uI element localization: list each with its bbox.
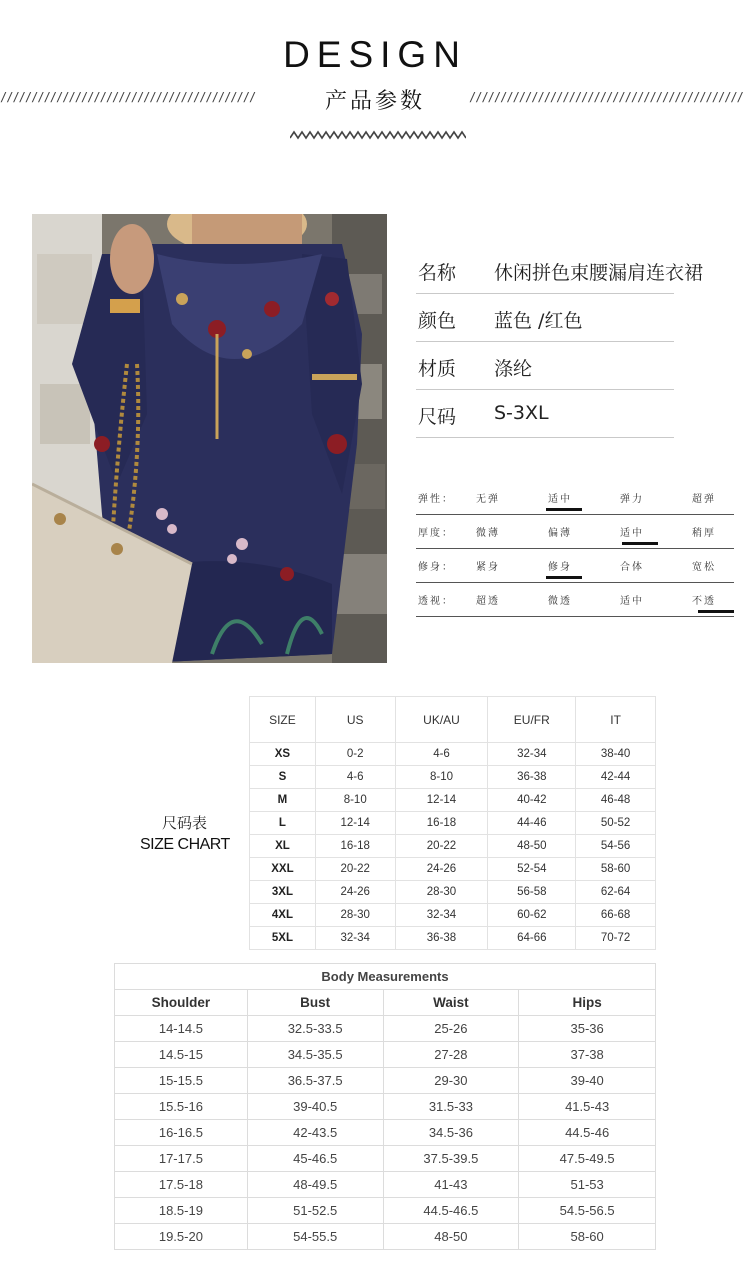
column-header: Bust: [247, 990, 383, 1016]
table-cell: 54-56: [576, 835, 656, 858]
table-cell: 17-17.5: [115, 1146, 248, 1172]
table-cell: 35-36: [519, 1016, 656, 1042]
table-cell: 58-60: [519, 1224, 656, 1250]
table-cell: 3XL: [250, 881, 316, 904]
table-cell: 36-38: [488, 766, 576, 789]
table-cell: XXL: [250, 858, 316, 881]
info-row-name: [416, 246, 704, 294]
table-cell: 31.5-33: [383, 1094, 519, 1120]
table-cell: 40-42: [488, 789, 576, 812]
table-row: [115, 1224, 656, 1250]
table-row: [250, 858, 656, 881]
attribute-option: 无弹: [476, 494, 500, 505]
table-cell: 34.5-35.5: [247, 1042, 383, 1068]
table-cell: 51-52.5: [247, 1198, 383, 1224]
table-cell: 51-53: [519, 1172, 656, 1198]
attribute-option: 超弹: [692, 494, 716, 505]
column-header: EU/FR: [488, 697, 576, 743]
table-cell: 56-58: [488, 881, 576, 904]
table-cell: 32.5-33.5: [247, 1016, 383, 1042]
table-cell: 32-34: [488, 743, 576, 766]
table-cell: 20-22: [315, 858, 395, 881]
table-cell: 4-6: [315, 766, 395, 789]
column-header: IT: [576, 697, 656, 743]
body-measurements-header: [115, 990, 656, 1016]
table-cell: 44-46: [488, 812, 576, 835]
table-cell: 16-18: [395, 812, 488, 835]
table-cell: XS: [250, 743, 316, 766]
body-measurements-title-row: [115, 964, 656, 990]
size-chart-label-cn: 尺码表: [162, 814, 208, 832]
table-row: [115, 1068, 656, 1094]
info-key: 尺码: [418, 406, 457, 428]
table-cell: 50-52: [576, 812, 656, 835]
table-cell: 15.5-16: [115, 1094, 248, 1120]
table-row: [115, 1042, 656, 1068]
table-cell: 14.5-15: [115, 1042, 248, 1068]
table-cell: 62-64: [576, 881, 656, 904]
decorative-slashes-left: /////////////////////////////////////////: [0, 90, 256, 104]
table-cell: 58-60: [576, 858, 656, 881]
table-cell: 46-48: [576, 789, 656, 812]
table-row: [250, 766, 656, 789]
attribute-option: 微薄: [476, 528, 500, 539]
table-row: [250, 835, 656, 858]
decorative-slashes-right: ////////////////////////////////////////////: [469, 90, 743, 104]
table-cell: 14-14.5: [115, 1016, 248, 1042]
attribute-option: 偏薄: [548, 528, 572, 539]
attribute-option: 修身: [548, 562, 572, 573]
table-cell: 39-40: [519, 1068, 656, 1094]
column-header: Shoulder: [115, 990, 248, 1016]
info-value: S-3XL: [494, 402, 549, 424]
attribute-option: 不透: [692, 596, 716, 607]
table-cell: 12-14: [395, 789, 488, 812]
table-cell: 8-10: [315, 789, 395, 812]
table-row: [115, 1094, 656, 1120]
table-cell: 36.5-37.5: [247, 1068, 383, 1094]
table-row: [115, 1172, 656, 1198]
table-cell: 25-26: [383, 1016, 519, 1042]
table-cell: 52-54: [488, 858, 576, 881]
selection-indicator: [622, 542, 658, 545]
table-cell: XL: [250, 835, 316, 858]
info-row-size: [416, 390, 674, 438]
table-cell: 16-16.5: [115, 1120, 248, 1146]
table-cell: 12-14: [315, 812, 395, 835]
table-row: [250, 743, 656, 766]
info-value: 蓝色 /红色: [494, 310, 583, 332]
attribute-row-thickness: [416, 515, 734, 549]
info-row-material: [416, 342, 674, 390]
attribute-option: 适中: [620, 596, 644, 607]
table-row: [250, 904, 656, 927]
design-subtitle: 产品参数: [324, 89, 425, 114]
table-cell: L: [250, 812, 316, 835]
table-cell: 39-40.5: [247, 1094, 383, 1120]
column-header: Waist: [383, 990, 519, 1016]
table-cell: 29-30: [383, 1068, 519, 1094]
table-row: [115, 1016, 656, 1042]
table-cell: 4XL: [250, 904, 316, 927]
attribute-label: 透视：: [418, 596, 454, 607]
table-cell: 34.5-36: [383, 1120, 519, 1146]
table-cell: 36-38: [395, 927, 488, 950]
table-cell: 38-40: [576, 743, 656, 766]
size-table-header: [250, 697, 656, 743]
table-cell: 48-50: [488, 835, 576, 858]
table-cell: 20-22: [395, 835, 488, 858]
body-measurements-title: Body Measurements: [115, 964, 656, 990]
selection-indicator: [546, 508, 582, 511]
attribute-option: 宽松: [692, 562, 716, 573]
table-cell: 27-28: [383, 1042, 519, 1068]
info-key: 名称: [418, 262, 457, 284]
attribute-option: 紧身: [476, 562, 500, 573]
table-cell: 70-72: [576, 927, 656, 950]
table-row: [250, 881, 656, 904]
table-cell: 45-46.5: [247, 1146, 383, 1172]
table-cell: 0-2: [315, 743, 395, 766]
design-title: DESIGN: [283, 34, 467, 75]
table-cell: 42-43.5: [247, 1120, 383, 1146]
info-value: 涤纶: [494, 358, 533, 380]
table-cell: 24-26: [395, 858, 488, 881]
column-header: US: [315, 697, 395, 743]
table-row: [115, 1198, 656, 1224]
table-cell: M: [250, 789, 316, 812]
table-cell: 64-66: [488, 927, 576, 950]
table-cell: 16-18: [315, 835, 395, 858]
table-cell: 41.5-43: [519, 1094, 656, 1120]
attribute-option: 稍厚: [692, 528, 716, 539]
table-cell: 60-62: [488, 904, 576, 927]
info-key: 颜色: [418, 310, 457, 332]
table-cell: 47.5-49.5: [519, 1146, 656, 1172]
table-cell: 28-30: [315, 904, 395, 927]
table-cell: 24-26: [315, 881, 395, 904]
column-header: SIZE: [250, 697, 316, 743]
table-cell: 8-10: [395, 766, 488, 789]
table-cell: 28-30: [395, 881, 488, 904]
zigzag-divider: [290, 130, 466, 140]
table-cell: 48-50: [383, 1224, 519, 1250]
table-cell: 44.5-46: [519, 1120, 656, 1146]
table-row: [250, 789, 656, 812]
attribute-label: 厚度：: [418, 528, 454, 539]
size-chart-label-en: SIZE CHART: [140, 836, 230, 853]
table-cell: 17.5-18: [115, 1172, 248, 1198]
table-cell: 54.5-56.5: [519, 1198, 656, 1224]
attribute-option: 弹力: [620, 494, 644, 505]
table-cell: 15-15.5: [115, 1068, 248, 1094]
table-cell: 66-68: [576, 904, 656, 927]
attribute-option: 微透: [548, 596, 572, 607]
table-row: [115, 1120, 656, 1146]
table-cell: 32-34: [315, 927, 395, 950]
table-cell: 32-34: [395, 904, 488, 927]
attribute-label: 弹性：: [418, 494, 454, 505]
product-photo: [32, 214, 387, 663]
table-cell: 44.5-46.5: [383, 1198, 519, 1224]
table-cell: 42-44: [576, 766, 656, 789]
attribute-row-fit: [416, 549, 734, 583]
table-cell: 4-6: [395, 743, 488, 766]
attribute-option: 适中: [620, 528, 644, 539]
attribute-label: 修身：: [418, 562, 454, 573]
body-measurements-table: [114, 963, 656, 1250]
table-cell: 5XL: [250, 927, 316, 950]
info-value: 休闲拼色束腰漏肩连衣裙: [494, 262, 704, 284]
table-cell: 54-55.5: [247, 1224, 383, 1250]
table-row: [115, 1146, 656, 1172]
table-cell: 41-43: [383, 1172, 519, 1198]
selection-indicator: [546, 576, 582, 579]
info-row-color: [416, 294, 674, 342]
column-header: Hips: [519, 990, 656, 1016]
attribute-option: 超透: [476, 596, 500, 607]
table-row: [250, 812, 656, 835]
table-row: [250, 927, 656, 950]
selection-indicator: [698, 610, 734, 613]
info-key: 材质: [418, 358, 457, 380]
attribute-option: 适中: [548, 494, 572, 505]
attribute-option: 合体: [620, 562, 644, 573]
table-cell: S: [250, 766, 316, 789]
table-cell: 37.5-39.5: [383, 1146, 519, 1172]
attribute-row-transparency: [416, 583, 734, 617]
column-header: UK/AU: [395, 697, 488, 743]
size-table: [249, 696, 656, 950]
table-cell: 48-49.5: [247, 1172, 383, 1198]
attribute-row-elasticity: [416, 481, 734, 515]
table-cell: 19.5-20: [115, 1224, 248, 1250]
table-cell: 18.5-19: [115, 1198, 248, 1224]
table-cell: 37-38: [519, 1042, 656, 1068]
